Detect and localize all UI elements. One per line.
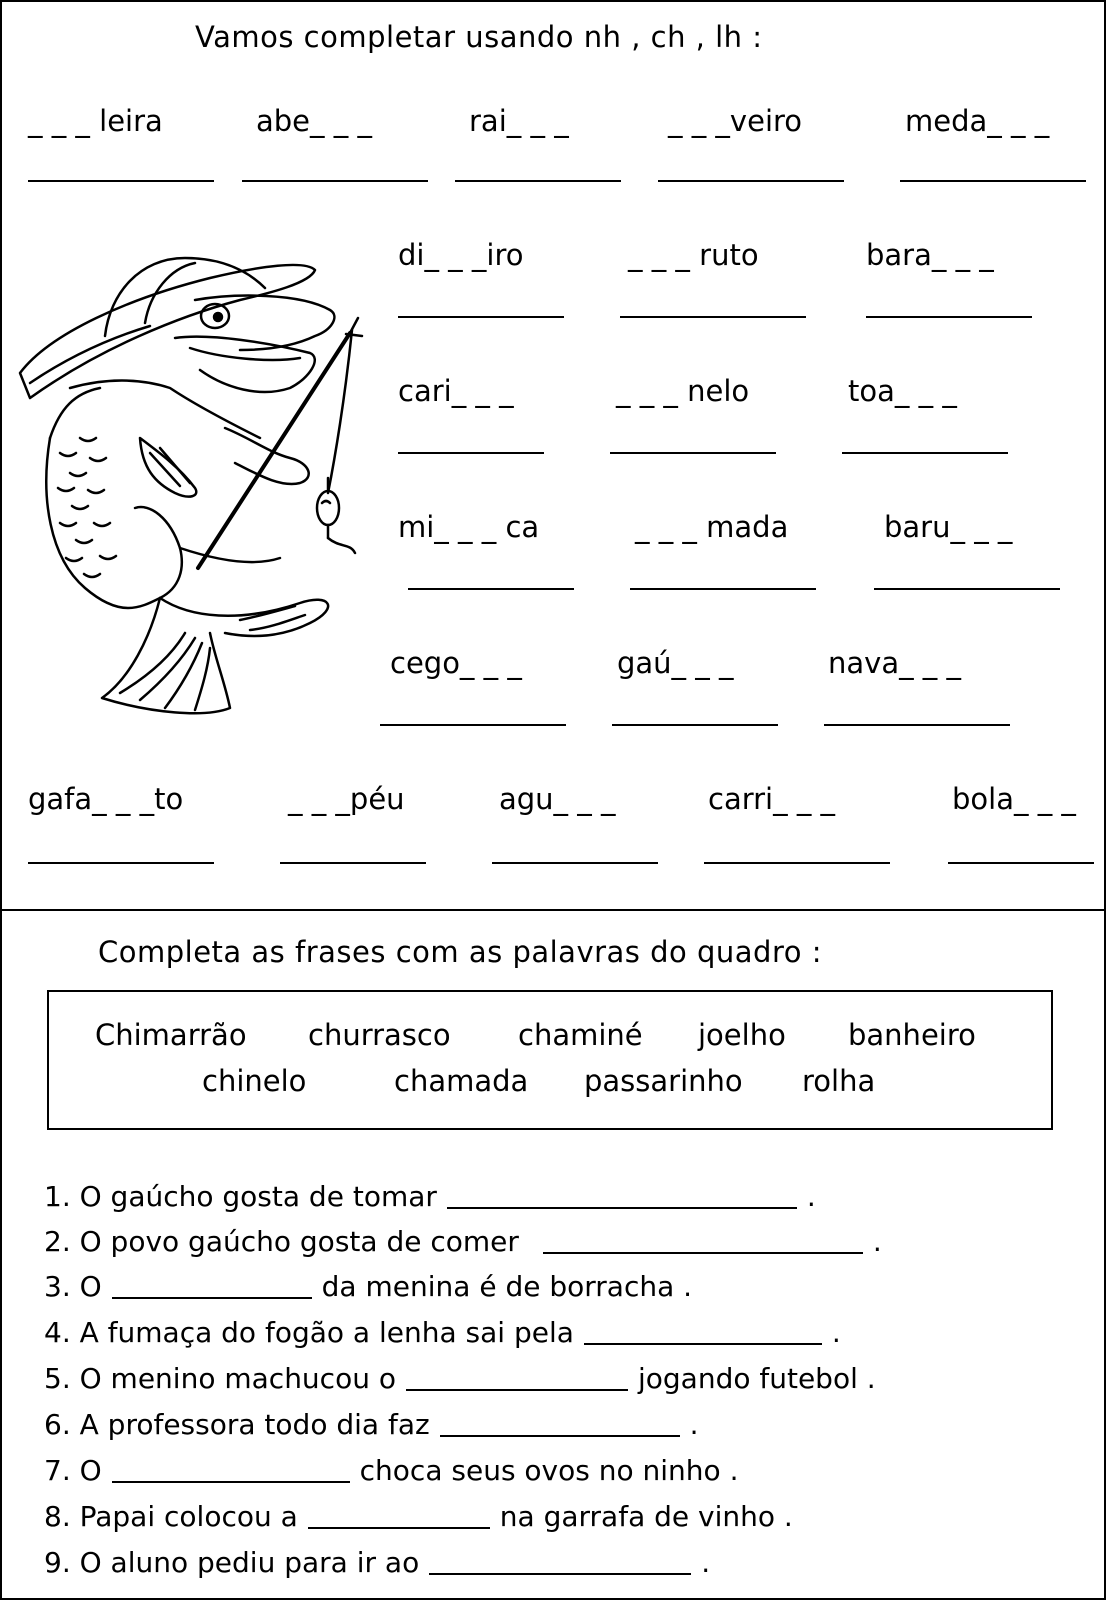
answer-line[interactable] — [398, 452, 544, 454]
fill-word: _ _ _péu — [288, 782, 405, 816]
sentence-5 — [44, 1362, 876, 1395]
word-bank-word: churrasco — [308, 1018, 451, 1052]
fill-word: rai_ _ _ — [469, 104, 569, 138]
fill-word: _ _ _ ruto — [628, 238, 759, 272]
sentence-blank[interactable] — [584, 1343, 822, 1345]
sentence-text: . — [689, 1408, 699, 1441]
fill-word: di_ _ _iro — [398, 238, 524, 272]
answer-line[interactable] — [242, 180, 428, 182]
sentence-blank[interactable] — [447, 1207, 797, 1209]
answer-line[interactable] — [610, 452, 776, 454]
sentence-text: . — [872, 1225, 882, 1258]
fill-word: nava_ _ _ — [828, 646, 962, 680]
answer-line[interactable] — [28, 180, 214, 182]
sentence-text: 8. Papai colocou a — [44, 1500, 298, 1533]
answer-line[interactable] — [612, 724, 778, 726]
fill-word: cego_ _ _ — [390, 646, 522, 680]
fill-word: baru_ _ _ — [884, 510, 1013, 544]
fill-word: _ _ _ leira — [28, 104, 163, 138]
sentence-6 — [44, 1408, 699, 1441]
word-bank-word: rolha — [802, 1064, 876, 1098]
answer-line[interactable] — [398, 316, 564, 318]
sentence-7 — [44, 1454, 738, 1487]
sentence-text: 2. O povo gaúcho gosta de comer — [44, 1225, 519, 1258]
sentence-text: 3. O — [44, 1270, 102, 1303]
fill-word: agu_ _ _ — [499, 782, 616, 816]
answer-line[interactable] — [630, 588, 816, 590]
section-divider — [0, 909, 1106, 911]
sentence-blank[interactable] — [429, 1573, 691, 1575]
sentence-blank[interactable] — [440, 1435, 680, 1437]
sentence-text: da menina é de borracha . — [321, 1270, 693, 1303]
sentence-blank[interactable] — [308, 1527, 490, 1529]
sentence-2 — [44, 1225, 882, 1258]
answer-line[interactable] — [842, 452, 1008, 454]
fill-word: abe_ _ _ — [256, 104, 372, 138]
answer-line[interactable] — [948, 862, 1094, 864]
word-bank-word: joelho — [698, 1018, 786, 1052]
sentence-text: . — [831, 1316, 841, 1349]
word-bank-word: Chimarrão — [95, 1018, 247, 1052]
sentence-blank[interactable] — [112, 1297, 312, 1299]
sentence-text: choca seus ovos no ninho . — [359, 1454, 739, 1487]
sentence-text: 9. O aluno pediu para ir ao — [44, 1546, 420, 1579]
sentence-4 — [44, 1316, 841, 1349]
fill-word: meda_ _ _ — [905, 104, 1050, 138]
fish-with-fishing-rod-illustration — [10, 238, 380, 738]
sentence-text: . — [701, 1546, 711, 1579]
word-bank-word: chinelo — [202, 1064, 307, 1098]
word-bank-word: chamada — [394, 1064, 529, 1098]
sentence-text: 6. A professora todo dia faz — [44, 1408, 430, 1441]
fill-word: _ _ _ nelo — [616, 374, 750, 408]
fill-word: mi_ _ _ ca — [398, 510, 540, 544]
answer-line[interactable] — [380, 724, 566, 726]
answer-line[interactable] — [620, 316, 806, 318]
sentence-text: 1. O gaúcho gosta de tomar — [44, 1180, 437, 1213]
sentence-3 — [44, 1270, 692, 1303]
fill-word: _ _ _ mada — [635, 510, 789, 544]
answer-line[interactable] — [280, 862, 426, 864]
section2-title: Completa as frases com as palavras do quadro : — [98, 935, 822, 969]
sentence-text: 5. O menino machucou o — [44, 1362, 396, 1395]
word-bank-word: passarinho — [584, 1064, 743, 1098]
sentence-blank[interactable] — [543, 1252, 863, 1254]
sentence-text: . — [806, 1180, 816, 1213]
sentence-blank[interactable] — [406, 1389, 628, 1391]
fill-word: gafa_ _ _to — [28, 782, 184, 816]
sentence-1 — [44, 1180, 816, 1213]
answer-line[interactable] — [492, 862, 658, 864]
sentence-text: jogando futebol . — [637, 1362, 876, 1395]
sentence-text: na garrafa de vinho . — [499, 1500, 793, 1533]
fill-word: toa_ _ _ — [848, 374, 957, 408]
sentence-9 — [44, 1546, 710, 1579]
fill-word: bola_ _ _ — [952, 782, 1076, 816]
answer-line[interactable] — [408, 588, 574, 590]
sentence-blank[interactable] — [112, 1481, 350, 1483]
sentence-text: 7. O — [44, 1454, 102, 1487]
answer-line[interactable] — [28, 862, 214, 864]
word-bank-word: banheiro — [848, 1018, 976, 1052]
sentence-8 — [44, 1500, 793, 1533]
fill-word: carri_ _ _ — [708, 782, 836, 816]
fill-word: cari_ _ _ — [398, 374, 514, 408]
answer-line[interactable] — [900, 180, 1086, 182]
answer-line[interactable] — [874, 588, 1060, 590]
word-bank-box — [47, 990, 1053, 1130]
answer-line[interactable] — [824, 724, 1010, 726]
answer-line[interactable] — [866, 316, 1032, 318]
word-bank-word: chaminé — [518, 1018, 643, 1052]
answer-line[interactable] — [455, 180, 621, 182]
answer-line[interactable] — [658, 180, 844, 182]
fill-word: _ _ _veiro — [668, 104, 803, 138]
sentence-text: 4. A fumaça do fogão a lenha sai pela — [44, 1316, 574, 1349]
section1-title: Vamos completar usando nh , ch , lh : — [195, 20, 763, 54]
answer-line[interactable] — [704, 862, 890, 864]
fill-word: gaú_ _ _ — [617, 646, 734, 680]
fill-word: bara_ _ _ — [866, 238, 994, 272]
